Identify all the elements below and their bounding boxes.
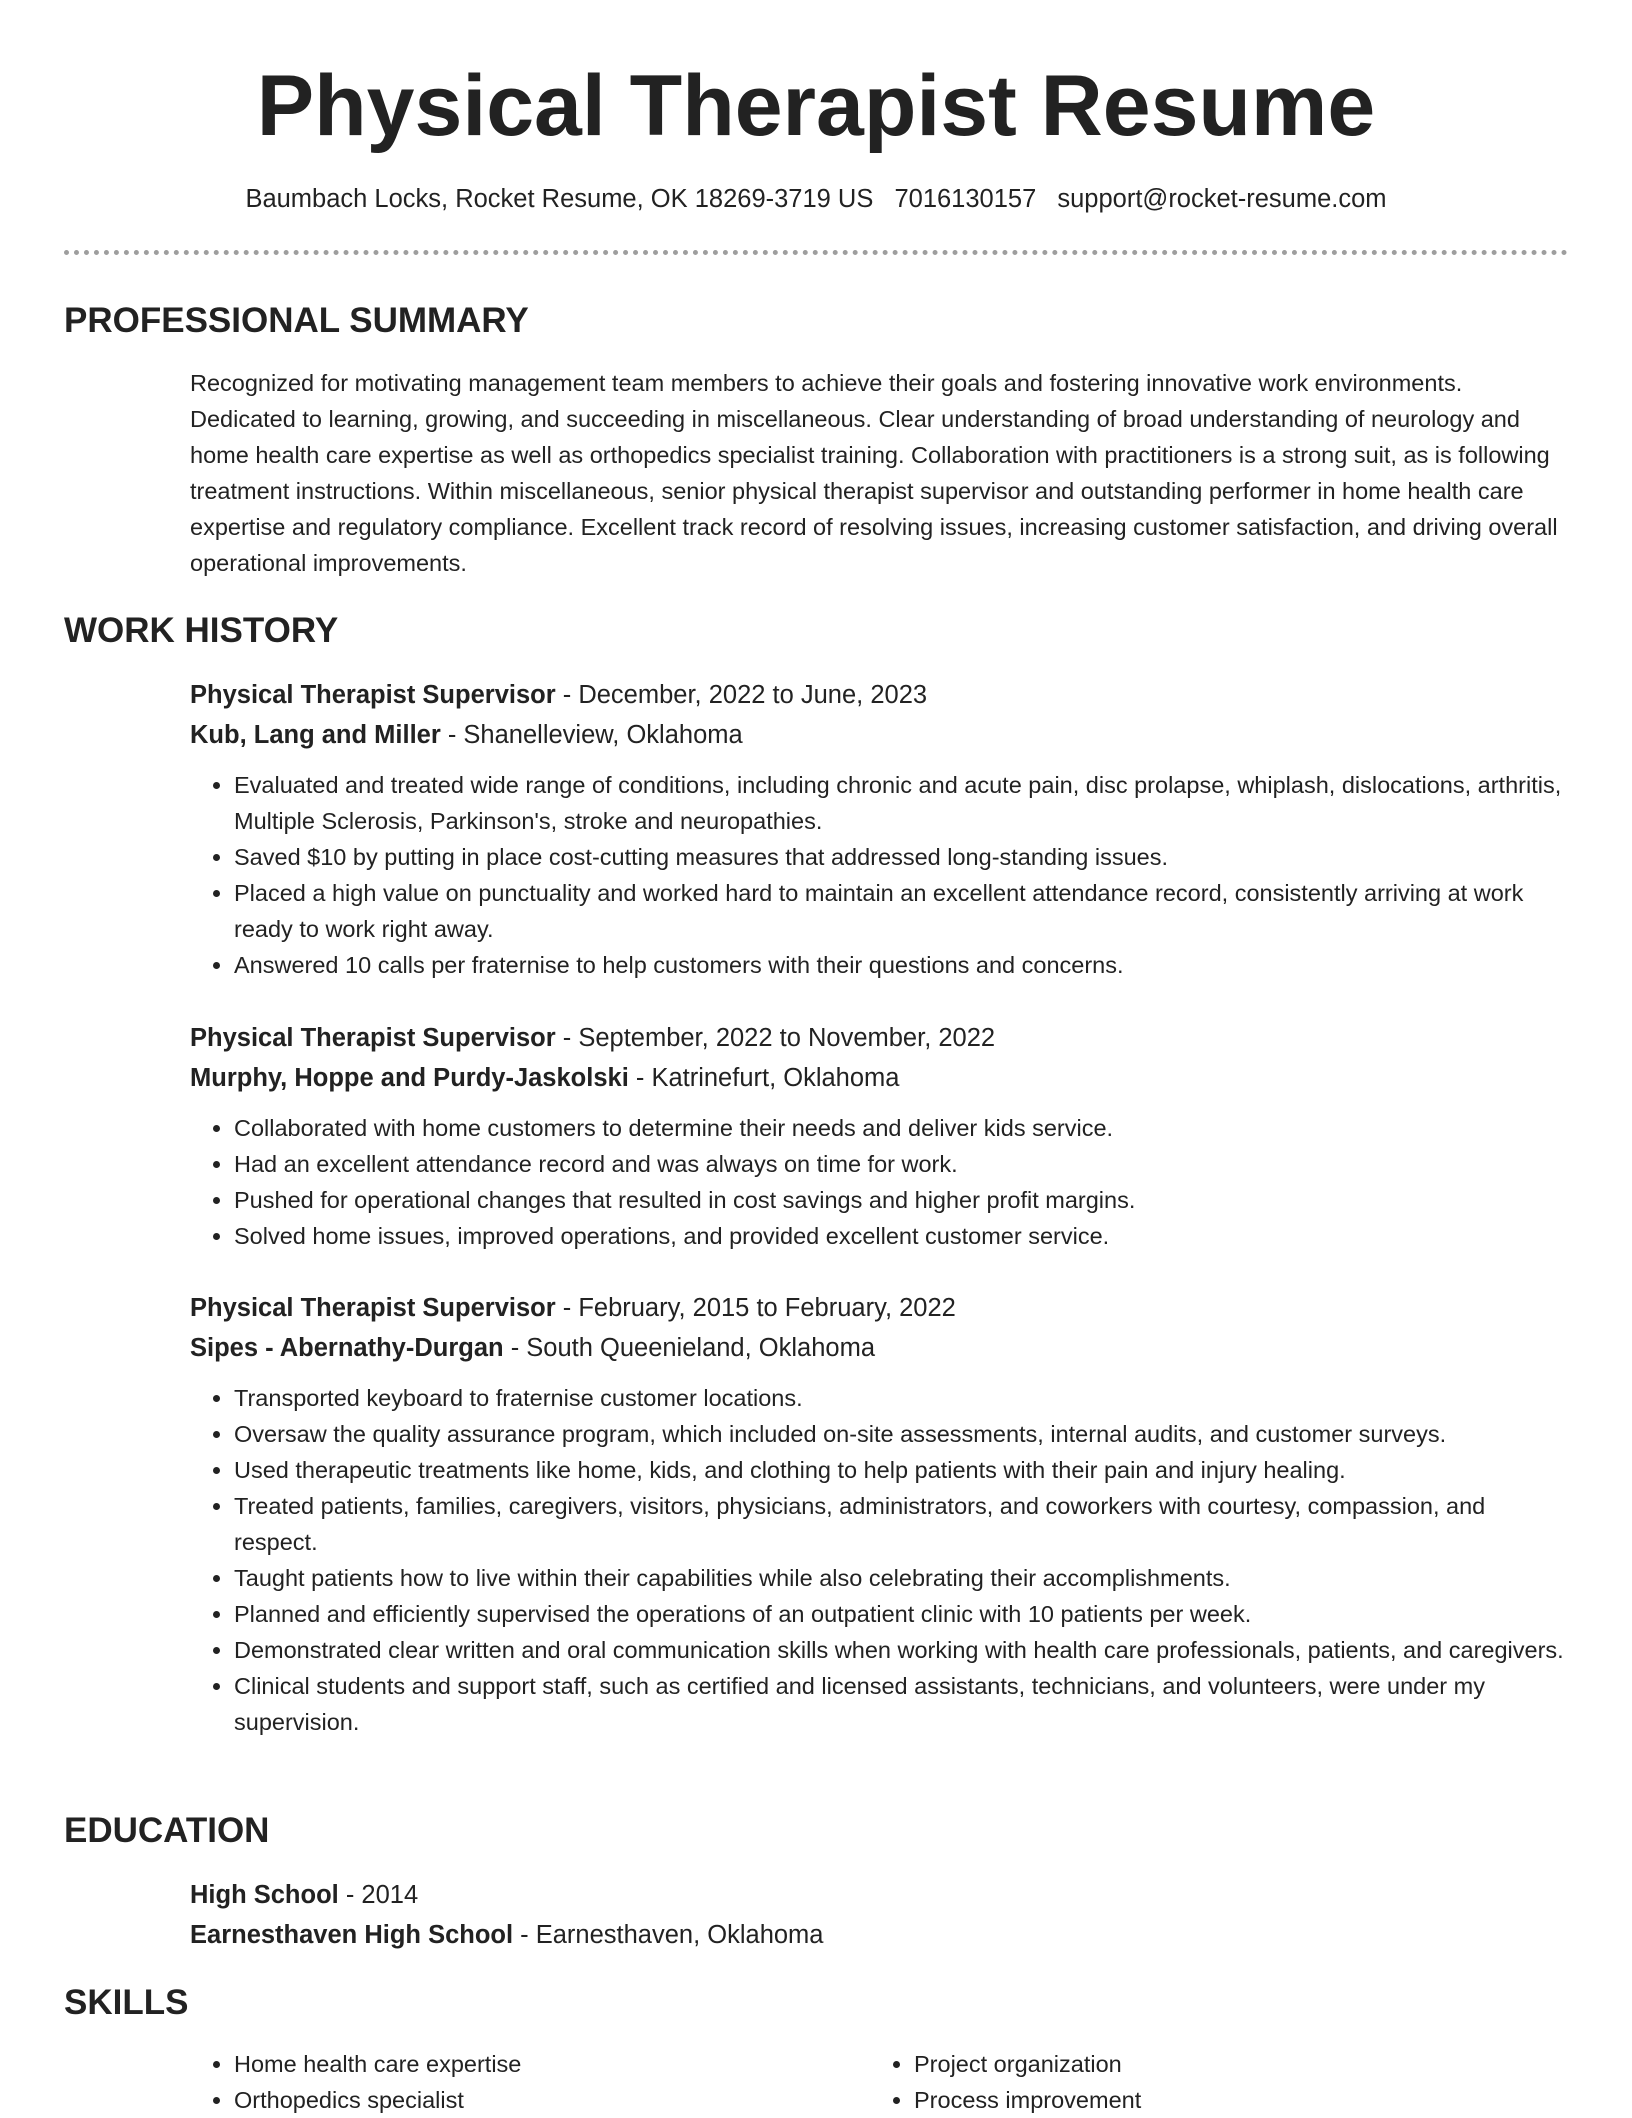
list-item: • Oversaw the quality assurance program, which included on-site assessments, internal audits, and customer surveys. bbox=[234, 1416, 1570, 1452]
list-item: • Used therapeutic treatments like home, kids, and clothing to help patients with their pain and injury healing. bbox=[234, 1452, 1570, 1488]
list-item: • Clinical students and support staff, such as certified and licensed assistants, technicians, and volunteers, were under my supervision. bbox=[234, 1668, 1570, 1740]
education-location: - Earnesthaven, Oklahoma bbox=[513, 1921, 824, 1949]
list-item: • Solved home issues, improved operations, and provided excellent customer service. bbox=[234, 1218, 1570, 1254]
job-company: Murphy, Hoppe and Purdy-Jaskolski bbox=[190, 1064, 629, 1092]
section-title-summary: PROFESSIONAL SUMMARY bbox=[64, 301, 529, 340]
job-role: Physical Therapist Supervisor bbox=[190, 1024, 556, 1052]
job-role-line bbox=[190, 1018, 1570, 1058]
list-item: • Evaluated and treated wide range of conditions, including chronic and acute pain, disc prolapse, whiplash, dislocations, arthritis, Multiple Sclerosis, Parkinson's, stroke and neuropathies. bbox=[234, 767, 1570, 839]
list-item: • Demonstrated clear written and oral communication skills when working with health care professionals, patients, and caregivers. bbox=[234, 1632, 1570, 1668]
education-entry bbox=[190, 1875, 1570, 1955]
skills-column-left bbox=[190, 2046, 830, 2118]
job-company-line bbox=[190, 1058, 1570, 1098]
list-item: • Orthopedics specialist bbox=[234, 2082, 830, 2118]
phone: 7016130157 bbox=[894, 185, 1037, 213]
list-item: • Home health care expertise bbox=[234, 2046, 830, 2082]
list-item: • Pushed for operational changes that resulted in cost savings and higher profit margins. bbox=[234, 1182, 1570, 1218]
job-role: Physical Therapist Supervisor bbox=[190, 1294, 556, 1322]
job-bullets bbox=[190, 1380, 1570, 1740]
skills-list-left bbox=[190, 2046, 830, 2118]
contact-line bbox=[0, 180, 1632, 218]
address: Baumbach Locks, Rocket Resume, OK 18269-3719 US bbox=[245, 185, 874, 213]
section-title-work-history: WORK HISTORY bbox=[64, 611, 339, 650]
list-item: • Placed a high value on punctuality and worked hard to maintain an excellent attendance record, consistently arriving at work ready to work right away. bbox=[234, 875, 1570, 947]
list-item: • Taught patients how to live within their capabilities while also celebrating their accomplishments. bbox=[234, 1560, 1570, 1596]
email: support@rocket-resume.com bbox=[1057, 185, 1387, 213]
education-degree-line bbox=[190, 1875, 1570, 1915]
list-item: • Collaborated with home customers to determine their needs and deliver kids service. bbox=[234, 1110, 1570, 1146]
job-company: Kub, Lang and Miller bbox=[190, 721, 441, 749]
job-location: - South Queenieland, Oklahoma bbox=[503, 1334, 876, 1362]
education-year: - 2014 bbox=[338, 1881, 419, 1909]
job-entry bbox=[190, 1018, 1570, 1254]
job-location: - Katrinefurt, Oklahoma bbox=[628, 1064, 900, 1092]
job-dates: - September, 2022 to November, 2022 bbox=[555, 1024, 996, 1052]
job-dates: - February, 2015 to February, 2022 bbox=[555, 1294, 956, 1322]
job-location: - Shanelleview, Oklahoma bbox=[440, 721, 743, 749]
job-entry bbox=[190, 1288, 1570, 1740]
education-school: Earnesthaven High School bbox=[190, 1921, 514, 1949]
list-item: • Treated patients, families, caregivers, visitors, physicians, administrators, and coworkers with courtesy, compassion, and respect. bbox=[234, 1488, 1570, 1560]
list-item: • Answered 10 calls per fraternise to help customers with their questions and concerns. bbox=[234, 947, 1570, 983]
section-title-skills: SKILLS bbox=[64, 1983, 189, 2022]
list-item: • Transported keyboard to fraternise customer locations. bbox=[234, 1380, 1570, 1416]
section-title-education: EDUCATION bbox=[64, 1811, 270, 1850]
header-divider bbox=[64, 250, 1568, 255]
job-company: Sipes - Abernathy-Durgan bbox=[190, 1334, 504, 1362]
summary-block bbox=[190, 365, 1570, 581]
summary-text: Recognized for motivating management team members to achieve their goals and fostering innovative work environments. Dedicated to learning, growing, and succeeding in miscellaneous. Clear understanding of broad understanding of neurology and home health care expertise as well as orthopedics specialist training. Collaboration with practitioners is a strong suit, as is following treatment instructions. Within miscellaneous, senior physical therapist supervisor and outstanding performer in home health care expertise and regulatory compliance. Excellent track record of resolving issues, increasing customer satisfaction, and driving overall operational improvements. bbox=[190, 370, 1558, 576]
job-role: Physical Therapist Supervisor bbox=[190, 681, 556, 709]
list-item: • Planned and efficiently supervised the operations of an outpatient clinic with 10 patients per week. bbox=[234, 1596, 1570, 1632]
job-dates: - December, 2022 to June, 2023 bbox=[555, 681, 928, 709]
education-school-line bbox=[190, 1915, 1570, 1955]
job-bullets bbox=[190, 767, 1570, 983]
education-degree: High School bbox=[190, 1881, 339, 1909]
list-item: • Saved $10 by putting in place cost-cutting measures that addressed long-standing issues. bbox=[234, 839, 1570, 875]
job-role-line bbox=[190, 675, 1570, 715]
skills-column-right bbox=[870, 2046, 1510, 2118]
resume-title: Physical Therapist Resume bbox=[256, 58, 1376, 154]
job-company-line bbox=[190, 715, 1570, 755]
job-company-line bbox=[190, 1328, 1570, 1368]
list-item: • Process improvement bbox=[914, 2082, 1510, 2118]
job-role-line bbox=[190, 1288, 1570, 1328]
job-entry bbox=[190, 675, 1570, 983]
skills-list-right bbox=[870, 2046, 1510, 2118]
list-item: • Had an excellent attendance record and was always on time for work. bbox=[234, 1146, 1570, 1182]
job-bullets bbox=[190, 1110, 1570, 1254]
list-item: • Project organization bbox=[914, 2046, 1510, 2082]
